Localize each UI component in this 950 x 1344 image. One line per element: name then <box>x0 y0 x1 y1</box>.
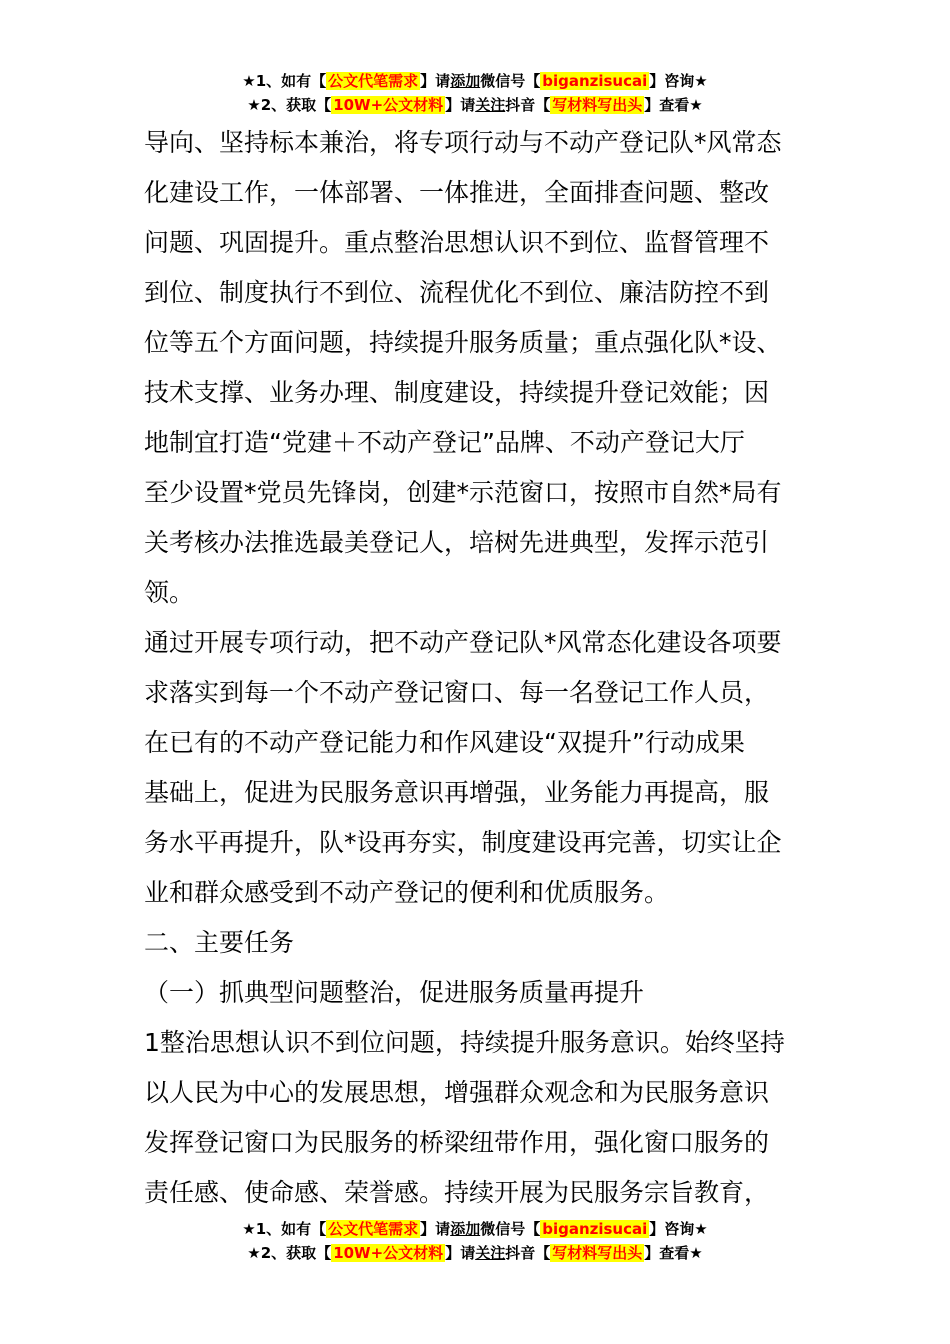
promo-line-1 <box>0 1218 950 1242</box>
promo-text: 】咨询★ <box>649 1220 708 1238</box>
text-line: 问题、巩固提升。重点整治思想认识不到位、监督管理不 <box>144 228 770 257</box>
promo-highlight: 写材料写出头 <box>552 1244 643 1262</box>
text-line: 地制宜打造“党建＋不动产登记”品牌、不动产登记大厅 <box>144 428 745 457</box>
promo-highlight: 公文代笔需求 <box>328 72 419 90</box>
promo-text: ★2、获取【 <box>247 96 332 114</box>
promo-text: 微信号【 <box>480 1220 541 1238</box>
text-line: 到位、制度执行不到位、流程优化不到位、廉洁防控不到 <box>144 278 770 307</box>
text-line: 化建设工作，一体部署、一体推进，全面排查问题、整改 <box>144 178 770 207</box>
promo-underlined-text: 关注 <box>475 1244 506 1262</box>
section-heading: 二、主要任务 <box>144 928 295 957</box>
text-line: 务水平再提升，队*设再夯实，制度建设再完善，切实让企 <box>144 828 782 857</box>
promo-underlined-text: 添加 <box>450 72 481 90</box>
subsection-heading: （一）抓典型问题整治，促进服务质量再提升 <box>144 978 645 1007</box>
text-line: 关考核办法推选最美登记人，培树先进典型，发挥示范引 <box>144 528 770 557</box>
text-line: 在已有的不动产登记能力和作风建设“双提升”行动成果 <box>144 728 745 757</box>
text-line: 1整治思想认识不到位问题，持续提升服务意识。始终坚持 <box>144 1028 785 1057</box>
text-line: 至少设置*党员先锋岗，创建*示范窗口，按照市自然*局有 <box>144 478 782 507</box>
text-line: 位等五个方面问题，持续提升服务质量；重点强化队*设、 <box>144 328 782 357</box>
text-line: 基础上，促进为民服务意识再增强，业务能力再提高，服 <box>144 778 770 807</box>
promo-highlight: 公文代笔需求 <box>328 1220 419 1238</box>
promo-highlight: biganzisucai <box>542 72 648 90</box>
promo-highlight: 10W+公文材料 <box>333 96 444 114</box>
text-line: 领。 <box>144 578 195 607</box>
promo-text: 抖音【 <box>505 1244 551 1262</box>
promo-highlight: 10W+公文材料 <box>333 1244 444 1262</box>
text-line: 导向、坚持标本兼治，将专项行动与不动产登记队*风常态 <box>144 128 782 157</box>
promo-text: 】请 <box>445 96 476 114</box>
promo-text: 】查看★ <box>644 96 703 114</box>
text-line: 求落实到每一个不动产登记窗口、每一名登记工作人员， <box>144 678 770 707</box>
text-line: 业和群众感受到不动产登记的便利和优质服务。 <box>144 878 670 907</box>
promo-text: ★1、如有【 <box>242 72 327 90</box>
promo-text: 】请 <box>420 1220 451 1238</box>
text-line: 通过开展专项行动，把不动产登记队*风常态化建设各项要 <box>144 628 782 657</box>
promo-highlight: biganzisucai <box>542 1220 648 1238</box>
promo-text: 抖音【 <box>505 96 551 114</box>
promo-text: 】咨询★ <box>649 72 708 90</box>
text-line: 发挥登记窗口为民服务的桥梁纽带作用，强化窗口服务的 <box>144 1128 770 1157</box>
promo-underlined-text: 关注 <box>475 96 506 114</box>
text-line: 以人民为中心的发展思想，增强群众观念和为民服务意识 <box>144 1078 770 1107</box>
top-promo-banner <box>0 70 950 118</box>
promo-line-2 <box>0 1242 950 1266</box>
promo-line-2 <box>0 94 950 118</box>
promo-text: 微信号【 <box>480 72 541 90</box>
promo-text: ★1、如有【 <box>242 1220 327 1238</box>
promo-highlight: 写材料写出头 <box>552 96 643 114</box>
document-body <box>144 118 814 1218</box>
bottom-promo-banner <box>0 1218 950 1266</box>
promo-text: 】请 <box>420 72 451 90</box>
text-line: 责任感、使命感、荣誉感。持续开展为民服务宗旨教育， <box>144 1178 770 1207</box>
promo-text: 】请 <box>445 1244 476 1262</box>
promo-line-1 <box>0 70 950 94</box>
promo-text: 】查看★ <box>644 1244 703 1262</box>
text-line: 技术支撑、业务办理、制度建设，持续提升登记效能；因 <box>144 378 770 407</box>
promo-text: ★2、获取【 <box>247 1244 332 1262</box>
promo-underlined-text: 添加 <box>450 1220 481 1238</box>
